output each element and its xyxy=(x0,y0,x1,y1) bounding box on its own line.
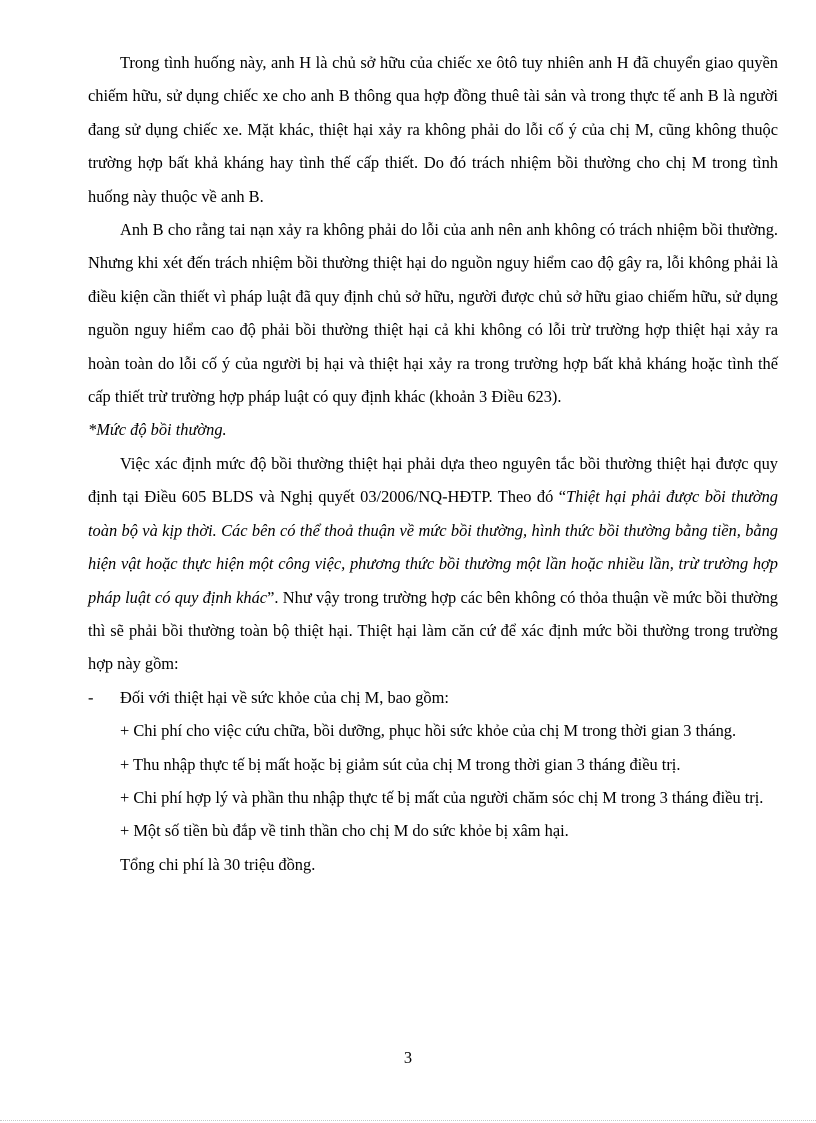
total-cost: Tổng chi phí là 30 triệu đồng. xyxy=(120,854,316,874)
sub-item-treatment-cost: + Chi phí cho việc cứu chữa, bồi dưỡng, phục hồi sức khỏe của chị M trong thời gian 3 tháng. xyxy=(120,721,737,741)
paragraph-liability-owner: Trong tình huống này, anh H là chủ sở hữu của chiếc xe ôtô tuy nhiên anh H đã chuyển giao quyền chiếm hữu, sử dụng chiếc xe cho anh B thông qua hợp đồng thuê tài sản và trong thực tế anh B là người đang sử dụng chiếc xe. Mặt khác, thiệt hại xảy ra không phải do lỗi cố ý của chị M, cũng không thuộc trường hợp bất khả kháng hay tình thế cấp thiết. Do đó trách nhiệm bồi thường cho chị M trong tình huống này thuộc về anh B. xyxy=(88,53,778,206)
principle-quote: Thiệt hại phải được bồi thường toàn bộ và kịp thời. Các bên có thể thoả thuận về mức bồi thường, hình thức bồi thường bằng tiền, bằng hiện vật hoặc thực hiện một công việc, phương thức bồi thường một lần hoặc nhiều lần, trừ trường hợp pháp luật có quy định khác xyxy=(88,487,778,607)
section-heading-compensation-level: *Mức độ bồi thường. xyxy=(88,420,227,440)
sub-item-caregiver-cost: + Chi phí hợp lý và phần thu nhập thực tế bị mất của người chăm sóc chị M trong 3 tháng điều trị. xyxy=(120,787,764,807)
page-bottom-divider xyxy=(0,1120,816,1121)
principle-text-start: Việc xác định mức độ bồi thường thiệt hại phải dựa theo nguyên tắc bồi thường thiệt hại được quy định tại Điều 605 BLDS và Nghị quyết 03/2006/NQ-HĐTP. Theo đó “ xyxy=(88,453,778,507)
list-item xyxy=(88,681,778,714)
paragraph-compensation-principle xyxy=(88,447,778,681)
list-item-health-damage: Đối với thiệt hại về sức khỏe của chị M, bao gồm: xyxy=(120,687,449,707)
paragraph-fault-not-required: Anh B cho rằng tai nạn xảy ra không phải do lỗi của anh nên anh không có trách nhiệm bồi thường. Nhưng khi xét đến trách nhiệm bồi thường thiệt hại do nguồn nguy hiểm cao độ gây ra, lỗi không phải là điều kiện cần thiết vì pháp luật đã quy định chủ sở hữu, người được chủ sở hữu giao chiếm hữu, sử dụng nguồn nguy hiểm cao độ phải bồi thường thiệt hại cả khi không có lỗi trừ trường hợp thiệt hại xảy ra hoàn toàn do lỗi cố ý của người bị hại và thiệt hại xảy ra trong trường hợp bất khả kháng hoặc tình thế cấp thiết trừ trường hợp pháp luật có quy định khác (khoản 3 Điều 623). xyxy=(88,220,778,407)
sub-item-mental-damage: + Một số tiền bù đắp về tinh thần cho chị M do sức khỏe bị xâm hại. xyxy=(120,821,569,841)
page-number: 3 xyxy=(403,1048,413,1067)
principle-text-end: ”. Như vậy trong trường hợp các bên không có thỏa thuận về mức bồi thường thì sẽ phải bồi thường toàn bộ thiệt hại. Thiệt hại làm căn cứ để xác định mức bồi thường trong trường hợp này gồm: xyxy=(88,587,779,674)
sub-item-lost-income: + Thu nhập thực tế bị mất hoặc bị giảm sút của chị M trong thời gian 3 tháng điều trị. xyxy=(120,754,681,774)
list-dash: - xyxy=(88,687,94,707)
document-body xyxy=(88,46,778,881)
